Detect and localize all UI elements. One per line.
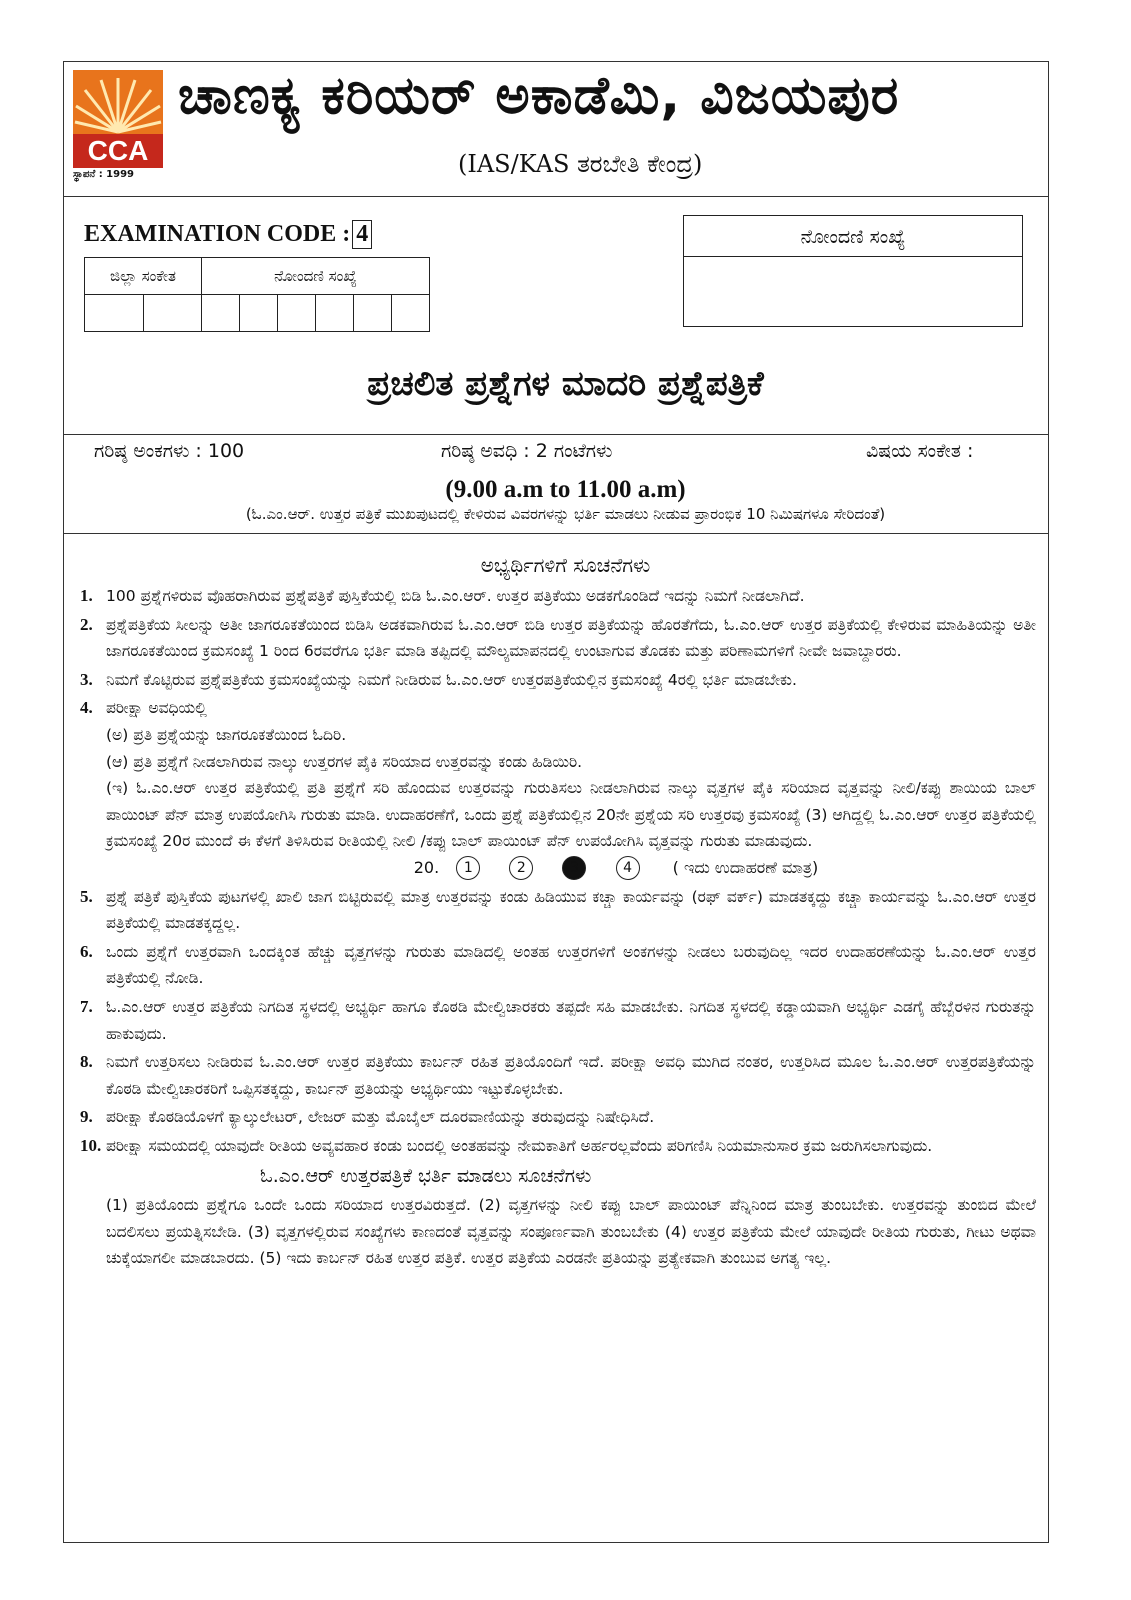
list-item [80, 612, 1036, 665]
example-question-number: 20. [413, 857, 440, 877]
exam-time-note: (ಓ.ಎಂ.ಆರ್. ಉತ್ತರ ಪತ್ರಿಕೆ ಮುಖಪುಟದಲ್ಲಿ ಕೇಳಿರುವ ವಿವರಗಳನ್ನು ಭರ್ತಿ ಮಾಡಲು ನೀಡುವ ಪ್ರಾರಂಭಿಕ 10 ನಿಮಿಷಗಳೂ ಸೇರಿದಂತೆ) [245, 505, 886, 523]
item-text: ಓ.ಎಂ.ಆರ್ ಉತ್ತರ ಪತ್ರಿಕೆಯ ನಿಗದಿತ ಸ್ಥಳದಲ್ಲಿ ಅಭ್ಯರ್ಥಿ ಹಾಗೂ ಕೊಠಡಿ ಮೇಲ್ವಿಚಾರಕರು ತಪ್ಪದೇ ಸಹಿ ಮಾಡಬೇಕು. ನಿಗದಿತ ಸ್ಥಳದಲ್ಲಿ ಕಡ್ಡಾಯವಾಗಿ ಅಭ್ಯರ್ಥಿ ಎಡಗೈ ಹೆಬ್ಬೆರಳಿನ ಗುರುತನ್ನು ಹಾಕುವುದು. [106, 997, 1036, 1043]
grid-cell[interactable] [85, 295, 144, 332]
item-number: 5. [80, 886, 93, 906]
logo-text: CCA [73, 134, 163, 168]
paper-title: ಪ್ರಚಲಿತ ಪ್ರಶ್ನೆಗಳ ಮಾದರಿ ಪ್ರಶ್ನೆಪತ್ರಿಕೆ [367, 364, 764, 404]
bubble-example [106, 855, 1036, 882]
logo-emblem [73, 70, 163, 168]
list-item [80, 695, 1036, 881]
max-marks: ಗರಿಷ್ಠ ಅಂಕಗಳು : 100 [94, 440, 245, 462]
bubble-option-2: 2 [509, 856, 533, 880]
registration-box-label: ನೋಂದಣಿ ಸಂಖ್ಯೆ [684, 216, 1022, 257]
exam-time: (9.00 a.m to 11.00 a.m) [445, 476, 686, 503]
instructions-list [80, 583, 1036, 1272]
list-item [80, 1104, 1036, 1131]
max-time: ಗರಿಷ್ಠ ಅವಧಿ : 2 ಗಂಟೆಗಳು [441, 440, 613, 462]
sub-item: (ಇ) ಓ.ಎಂ.ಆರ್ ಉತ್ತರ ಪತ್ರಿಕೆಯಲ್ಲಿ ಪ್ರತಿ ಪ್ರಶ್ನೆಗೆ ಸರಿ ಹೊಂದುವ ಉತ್ತರವನ್ನು ಗುರುತಿಸಲು ನೀಡಲಾಗಿರುವ ನಾಲ್ಕು ವೃತ್ತಗಳ ಪೈಕಿ ಸರಿಯಾದ ವೃತ್ತವನ್ನು ನೀಲಿ/ಕಪ್ಪು ಶಾಯಿಯ ಬಾಲ್ ಪಾಯಿಂಟ್ ಪೆನ್ ಮಾತ್ರ ಉಪಯೋಗಿಸಿ ಗುರುತು ಮಾಡಿ. ಉದಾಹರಣೆಗೆ, ಒಂದು ಪ್ರಶ್ನೆ ಪತ್ರಿಕೆಯಲ್ಲಿನ 20ನೇ ಪ್ರಶ್ನೆಯ ಸರಿ ಉತ್ತರವು ಕ್ರಮಸಂಖ್ಯೆ (3) ಆಗಿದ್ದಲ್ಲಿ ಓ.ಎಂ.ಆರ್ ಉತ್ತರ ಪತ್ರಿಕೆಯಲ್ಲಿ ಕ್ರಮಸಂಖ್ಯೆ 20ರ ಮುಂದೆ ಈ ಕೆಳಗೆ ತಿಳಿಸಿರುವ ರೀತಿಯಲ್ಲಿ ನೀಲಿ /ಕಪ್ಪು ಬಾಲ್ ಪಾಯಿಂಟ್ ಪೆನ್ ಉಪಯೋಗಿಸಿ ವೃತ್ತವನ್ನು ಗುರುತು ಮಾಡುವುದು. [106, 779, 1036, 851]
item-text: ಪ್ರಶ್ನೆ ಪತ್ರಿಕೆ ಪುಸ್ತಿಕೆಯ ಪುಟಗಳಲ್ಲಿ ಖಾಲಿ ಜಾಗ ಬಿಟ್ಟಿರುವಲ್ಲಿ ಮಾತ್ರ ಉತ್ತರವನ್ನು ಕಂಡು ಹಿಡಿಯುವ ಕಚ್ಚಾ ಕಾರ್ಯವನ್ನು (ರಫ್ ವರ್ಕ್) ಮಾಡತಕ್ಕದ್ದು ಕಚ್ಚಾ ಕಾರ್ಯವನ್ನು ಓ.ಎಂ.ಆರ್ ಉತ್ತರ ಪತ್ರಿಕೆಯಲ್ಲಿ ಮಾಡತಕ್ಕದ್ದಲ್ಲ. [106, 887, 1036, 933]
omr-instructions-heading: ಓ.ಎಂ.ಆರ್ ಉತ್ತರಪತ್ರಿಕೆ ಭರ್ತಿ ಮಾಡಲು ಸೂಚನೆಗಳು [260, 1165, 592, 1188]
item-number: 2. [80, 614, 93, 634]
list-item [80, 1133, 1036, 1160]
example-note: ( ಇದು ಉದಾಹರಣೆ ಮಾತ್ರ) [672, 857, 819, 877]
item-text: 100 ಪ್ರಶ್ನೆಗಳಿರುವ ವೊಹರಾಗಿರುವ ಪ್ರಶ್ನೆಪತ್ರಿಕೆ ಪುಸ್ತಿಕೆಯಲ್ಲಿ ಬಿಡಿ ಓ.ಎಂ.ಆರ್. ಉತ್ತರ ಪತ್ರಿಕೆಯು ಅಡಕಗೊಂಡಿದೆ ಇದನ್ನು ನಿಮಗೆ ನೀಡಲಾಗಿದೆ. [106, 587, 805, 605]
list-item [80, 583, 1036, 610]
item-text [106, 695, 1036, 881]
divider [63, 196, 1049, 197]
grid-cell[interactable] [278, 295, 316, 332]
list-item [80, 994, 1036, 1047]
list-item [80, 939, 1036, 992]
item-text: ಪರೀಕ್ಷಾ ಸಮಯದಲ್ಲಿ ಯಾವುದೇ ರೀತಿಯ ಅವ್ಯವಹಾರ ಕಂಡು ಬಂದಲ್ಲಿ ಅಂತಹವನ್ನು ನೇಮಕಾತಿಗೆ ಅರ್ಹರಲ್ಲವೆಂದು ಪರಿಗಣಿಸಿ ನಿಯಮಾನುಸಾರ ಕ್ರಮ ಜರುಗಿಸಲಾಗುವುದು. [106, 1136, 933, 1155]
academy-subtitle: (IAS/KAS ತರಬೇತಿ ಕೇಂದ್ರ) [458, 150, 703, 178]
list-item [80, 884, 1036, 937]
omr-instructions-text: (1) ಪ್ರತಿಯೊಂದು ಪ್ರಶ್ನೆಗೂ ಒಂದೇ ಒಂದು ಸರಿಯಾದ ಉತ್ತರವಿರುತ್ತದೆ. (2) ವೃತ್ತಗಳನ್ನು ನೀಲಿ ಕಪ್ಪು ಬಾಲ್ ಪಾಯಿಂಟ್ ಪೆನ್ನಿನಿಂದ ಮಾತ್ರ ತುಂಬಬೇಕು. ಉತ್ತರವನ್ನು ತುಂಬಿದ ಮೇಲೆ ಬದಲಿಸಲು ಪ್ರಯತ್ನಿಸಬೇಡಿ. (3) ವೃತ್ತಗಳಲ್ಲಿರುವ ಸಂಖ್ಯೆಗಳು ಕಾಣದಂತೆ ವೃತ್ತವನ್ನು ಸಂಪೂರ್ಣವಾಗಿ ತುಂಬಬೇಕು (4) ಉತ್ತರ ಪತ್ರಿಕೆಯ ಮೇಲೆ ಯಾವುದೇ ರೀತಿಯ ಗುರುತು, ಗೀಟು ಅಥವಾ ಚುಕ್ಕೆಯಾಗಲೀ ಮಾಡಬಾರದು. (5) ಇದು ಕಾರ್ಬನ್ ರಹಿತ ಉತ್ತರ ಪತ್ರಿಕೆ. ಉತ್ತರ ಪತ್ರಿಕೆಯ ಎರಡನೇ ಪ್ರತಿಯನ್ನು ಪ್ರತ್ಯೇಕವಾಗಿ ತುಂಬುವ ಅಗತ್ಯ ಇಲ್ಲ. [106, 1196, 1036, 1268]
grid-cell[interactable] [316, 295, 354, 332]
item-number: 7. [80, 996, 93, 1016]
item-text: ನಿಮಗೆ ಕೊಟ್ಟಿರುವ ಪ್ರಶ್ನೆಪತ್ರಿಕೆಯ ಕ್ರಮಸಂಖ್ಯೆಯನ್ನು ನಿಮಗೆ ನೀಡಿರುವ ಓ.ಎಂ.ಆರ್ ಉತ್ತರಪತ್ರಿಕೆಯಲ್ಲಿನ ಕ್ರಮಸಂಖ್ಯೆ 4ರಲ್ಲಿ ಭರ್ತಿ ಮಾಡಬೇಕು. [106, 670, 797, 689]
instructions-heading: ಅಭ್ಯರ್ಥಿಗಳಿಗೆ ಸೂಚನೆಗಳು [480, 553, 651, 577]
bubble-option-3-filled: 3 [562, 856, 586, 880]
item-number: 1. [80, 586, 93, 605]
list-item [80, 667, 1036, 694]
sub-item: (ಅ) ಪ್ರತಿ ಪ್ರಶ್ನೆಯನ್ನು ಜಾಗರೂಕತೆಯಿಂದ ಓದಿರಿ. [106, 725, 347, 744]
logo [73, 70, 163, 180]
district-code-header: ಜಿಲ್ಲಾ ಸಂಕೇತ [85, 258, 202, 295]
grid-cell[interactable] [240, 295, 278, 332]
reg-number-header: ನೋಂದಣಿ ಸಂಖ್ಯೆ [202, 258, 430, 295]
list-item [80, 1049, 1036, 1102]
item-text: ಪರೀಕ್ಷಾ ಕೊಠಡಿಯೊಳಗೆ ಕ್ಯಾಲ್ಕುಲೇಟರ್, ಲೇಜರ್ ಮತ್ತು ಮೊಬೈಲ್ ದೂರವಾಣಿಯನ್ನು ತರುವುದನ್ನು ನಿಷೇಧಿಸಿದೆ. [106, 1108, 655, 1127]
item-text: ನಿಮಗೆ ಉತ್ತರಿಸಲು ನೀಡಿರುವ ಓ.ಎಂ.ಆರ್ ಉತ್ತರ ಪತ್ರಿಕೆಯು ಕಾರ್ಬನ್ ರಹಿತ ಪ್ರತಿಯೊಂದಿಗೆ ಇದೆ. ಪರೀಕ್ಷಾ ಅವಧಿ ಮುಗಿದ ನಂತರ, ಉತ್ತರಿಸಿದ ಮೂಲ ಓ.ಎಂ.ಆರ್ ಉತ್ತರಪತ್ರಿಕೆಯನ್ನು ಕೊಠಡಿ ಮೇಲ್ವಿಚಾರಕರಿಗೆ ಒಪ್ಪಿಸತಕ್ಕದ್ದು, ಕಾರ್ಬನ್ ಪ್ರತಿಯನ್ನು ಅಭ್ಯರ್ಥಿಯು ಇಟ್ಟುಕೊಳ್ಳಬೇಕು. [106, 1053, 1036, 1098]
exam-code-value: 4 [352, 220, 372, 249]
item-text: ಪ್ರಶ್ನೆಪತ್ರಿಕೆಯ ಸೀಲನ್ನು ಅತೀ ಜಾಗರೂಕತೆಯಿಂದ ಬಿಡಿಸಿ ಅಡಕವಾಗಿರುವ ಓ.ಎಂ.ಆರ್ ಬಿಡಿ ಉತ್ತರ ಪತ್ರಿಕೆಯನ್ನು ಹೊರತೆಗೆದು, ಓ.ಎಂ.ಆರ್ ಉತ್ತರ ಪತ್ರಿಕೆಯಲ್ಲಿ ಕೇಳಿರುವ ಮಾಹಿತಿಯನ್ನು ಅತೀ ಜಾಗರೂಕತೆಯಿಂದ ಕ್ರಮಸಂಖ್ಯೆ 1 ರಿಂದ 6ರವರೆಗೂ ಭರ್ತಿ ಮಾಡಿ ತಪ್ಪಿದಲ್ಲಿ ಮೌಲ್ಯಮಾಪನದಲ್ಲಿ ಉಂಟಾಗುವ ತೊಡಕು ಮತ್ತು ಪರಿಣಾಮಗಳಿಗೆ ನೀವೇ ಜವಾಬ್ದಾರರು. [106, 615, 1036, 661]
item-number: 10. [80, 1135, 102, 1155]
bubble-option-1: 1 [456, 856, 480, 880]
divider [63, 434, 1049, 435]
grid-cell[interactable] [202, 295, 240, 332]
district-reg-grid [84, 257, 430, 332]
registration-box-field[interactable] [684, 257, 1022, 327]
grid-cell[interactable] [392, 295, 430, 332]
bubble-option-4: 4 [616, 856, 640, 880]
item-number: 6. [80, 941, 93, 961]
exam-code-label: EXAMINATION CODE : [84, 221, 351, 247]
item-number: 9. [80, 1107, 93, 1127]
divider [63, 533, 1049, 534]
sub-item: (ಆ) ಪ್ರತಿ ಪ್ರಶ್ನೆಗೆ ನೀಡಲಾಗಿರುವ ನಾಲ್ಕು ಉತ್ತರಗಳ ಪೈಕಿ ಸರಿಯಾದ ಉತ್ತರವನ್ನು ಕಂಡು ಹಿಡಿಯಿರಿ. [106, 752, 583, 771]
logo-year: ಸ್ಥಾಪನೆ : 1999 [73, 169, 135, 180]
item-number: 8. [80, 1052, 93, 1072]
grid-cell[interactable] [143, 295, 202, 332]
grid-cell[interactable] [354, 295, 392, 332]
registration-box [683, 215, 1023, 327]
subject-code: ವಿಷಯ ಸಂಕೇತ : [866, 440, 974, 462]
item-text: ಒಂದು ಪ್ರಶ್ನೆಗೆ ಉತ್ತರವಾಗಿ ಒಂದಕ್ಕಿಂತ ಹೆಚ್ಚು ವೃತ್ತಗಳನ್ನು ಗುರುತು ಮಾಡಿದಲ್ಲಿ ಅಂತಹ ಉತ್ತರಗಳಿಗೆ ಅಂಕಗಳನ್ನು ನೀಡಲು ಬರುವುದಿಲ್ಲ ಇದರ ಉದಾಹರಣೆಯನ್ನು ಓ.ಎಂ.ಆರ್ ಉತ್ತರ ಪತ್ರಿಕೆಯಲ್ಲಿ ನೋಡಿ. [106, 942, 1036, 988]
item-number: 4. [80, 698, 93, 718]
academy-title: ಚಾಣಕ್ಯ ಕರಿಯರ್ ಅಕಾಡೆಮಿ, ವಿಜಯಪುರ [178, 66, 900, 126]
exam-code [84, 220, 372, 249]
item-lead: ಪರೀಕ್ಷಾ ಅವಧಿಯಲ್ಲಿ [106, 699, 207, 718]
item-number: 3. [80, 669, 93, 689]
